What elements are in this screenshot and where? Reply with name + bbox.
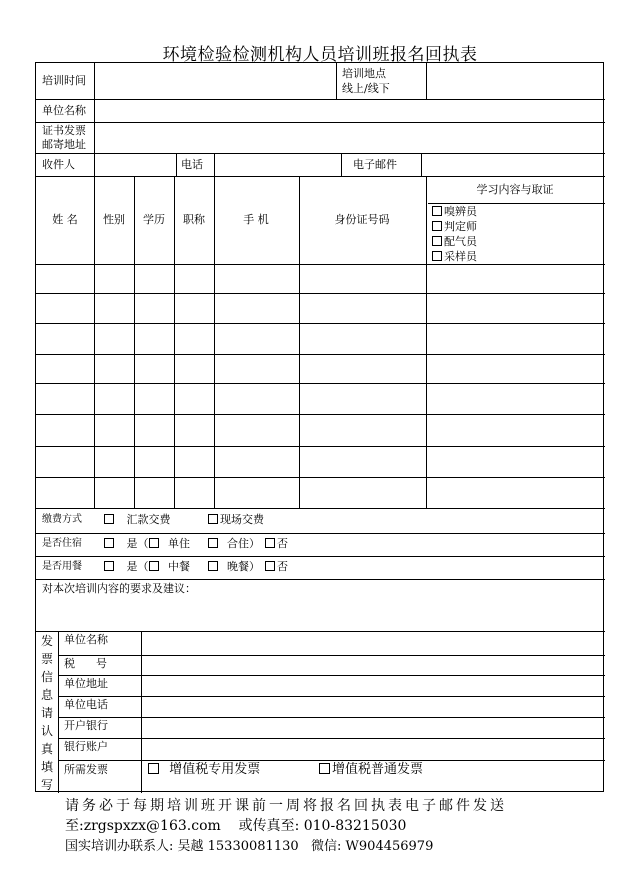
col-divider <box>214 176 215 508</box>
lodging-option-shared[interactable]: 合住） <box>208 537 260 551</box>
col-divider <box>336 63 337 99</box>
col-divider <box>299 176 300 508</box>
col-mobile-header: 手 机 <box>243 213 269 226</box>
course-option[interactable]: 判定师 <box>432 220 477 234</box>
email-label: 电子邮件 <box>353 158 397 171</box>
unit-name-label: 单位名称 <box>42 104 86 117</box>
col-divider <box>141 631 142 793</box>
checkbox-icon <box>265 538 275 548</box>
row-divider <box>36 533 605 534</box>
row-divider <box>36 477 605 478</box>
invoice-type-general[interactable]: 增值税普通发票 <box>319 763 423 777</box>
checkbox-icon <box>208 538 218 548</box>
row-divider <box>36 293 605 294</box>
col-divider <box>94 153 95 508</box>
col-course-header: 学习内容与取证 <box>476 183 554 196</box>
course-option[interactable]: 嗅辨员 <box>432 205 477 219</box>
payment-label: 缴费方式 <box>42 514 82 525</box>
row-divider <box>36 122 605 123</box>
col-divider <box>176 153 177 176</box>
venue-label-line1: 培训地点 <box>342 67 386 80</box>
col-divider <box>341 153 342 176</box>
cert-address-label-line1: 证书发票 <box>42 124 86 137</box>
checkbox-icon <box>208 514 218 524</box>
cert-address-label-line2: 邮寄地址 <box>42 138 86 151</box>
payment-option-onsite[interactable]: 现场交费 <box>208 513 264 527</box>
row-divider <box>36 631 605 632</box>
col-divider <box>426 63 427 99</box>
form-title: 环境检验检测机构人员培训班报名回执表 <box>162 45 478 65</box>
invoice-account-label: 银行账户 <box>64 740 108 753</box>
footer-line2: 至:zrgspxzx@163.com 或传真至: 010-83215030 <box>65 818 407 834</box>
training-time-label: 培训时间 <box>42 74 86 87</box>
meal-option-yes[interactable]: 是（ <box>104 560 149 574</box>
col-divider <box>214 153 215 176</box>
meal-option-no[interactable]: 否 <box>265 560 288 574</box>
col-id-header: 身份证号码 <box>334 213 390 226</box>
checkbox-icon <box>104 514 114 524</box>
invoice-bank-label: 开户银行 <box>64 719 108 732</box>
col-divider <box>134 176 135 508</box>
invoice-unit-name-label: 单位名称 <box>64 633 108 646</box>
row-divider <box>36 383 605 384</box>
invoice-unit-address-label: 单位地址 <box>64 677 108 690</box>
meal-option-dinner[interactable]: 晚餐） <box>208 560 260 574</box>
phone-label: 电话 <box>181 158 203 171</box>
row-divider <box>36 414 605 415</box>
invoice-side-label: 发 票 信 息 请 认 真 填 写 <box>41 634 54 792</box>
row-divider <box>36 323 605 324</box>
recipient-label: 收件人 <box>42 158 75 171</box>
checkbox-icon <box>432 251 442 261</box>
row-divider <box>36 176 605 177</box>
invoice-type-label: 所需发票 <box>64 763 108 776</box>
checkbox-icon <box>104 538 114 548</box>
row-divider <box>36 446 605 447</box>
col-divider <box>58 631 59 793</box>
checkbox-icon <box>432 221 442 231</box>
course-option[interactable]: 采样员 <box>432 250 477 264</box>
row-divider <box>36 354 605 355</box>
registration-form <box>35 62 604 792</box>
row-divider <box>36 508 605 509</box>
row-divider <box>36 99 605 100</box>
payment-option-transfer[interactable]: 汇款交费 <box>104 513 171 527</box>
checkbox-icon <box>432 236 442 246</box>
checkbox-icon <box>104 561 114 571</box>
col-divider <box>174 176 175 508</box>
checkbox-icon <box>319 763 330 774</box>
row-divider <box>36 153 605 154</box>
course-option[interactable]: 配气员 <box>432 235 477 249</box>
col-divider <box>94 63 95 99</box>
checkbox-icon <box>149 538 159 548</box>
invoice-unit-phone-label: 单位电话 <box>64 698 108 711</box>
lodging-option-single[interactable]: 单住 <box>149 537 190 551</box>
lodging-option-no[interactable]: 否 <box>265 537 288 551</box>
checkbox-icon <box>265 561 275 571</box>
footer-line3: 国实培训办联系人: 吴越 15330081130 微信: W904456979 <box>65 839 434 854</box>
col-divider <box>426 176 427 508</box>
row-divider <box>36 264 605 265</box>
row-divider <box>36 556 605 557</box>
checkbox-icon <box>432 206 442 216</box>
meal-option-lunch[interactable]: 中餐 <box>149 560 190 574</box>
invoice-tax-id-label: 税 号 <box>64 657 107 670</box>
footer-line1: 请务必于每期培训班开课前一周将报名回执表电子邮件发送 <box>65 798 507 814</box>
checkbox-icon <box>208 561 218 571</box>
venue-label-line2: 线上/线下 <box>342 82 390 95</box>
col-divider <box>421 153 422 176</box>
row-divider <box>428 203 605 204</box>
meal-label: 是否用餐 <box>42 561 82 572</box>
checkbox-icon <box>148 763 159 774</box>
lodging-option-yes[interactable]: 是（ <box>104 537 149 551</box>
lodging-label: 是否住宿 <box>42 538 82 549</box>
suggestion-label: 对本次培训内容的要求及建议： <box>42 582 196 595</box>
invoice-type-special[interactable]: 增值税专用发票 <box>148 763 260 777</box>
checkbox-icon <box>149 561 159 571</box>
col-title-header: 职称 <box>183 213 205 226</box>
row-divider <box>36 579 605 580</box>
col-gender-header: 性别 <box>103 213 125 226</box>
col-education-header: 学历 <box>143 213 165 226</box>
col-name-header: 姓 名 <box>52 213 78 226</box>
